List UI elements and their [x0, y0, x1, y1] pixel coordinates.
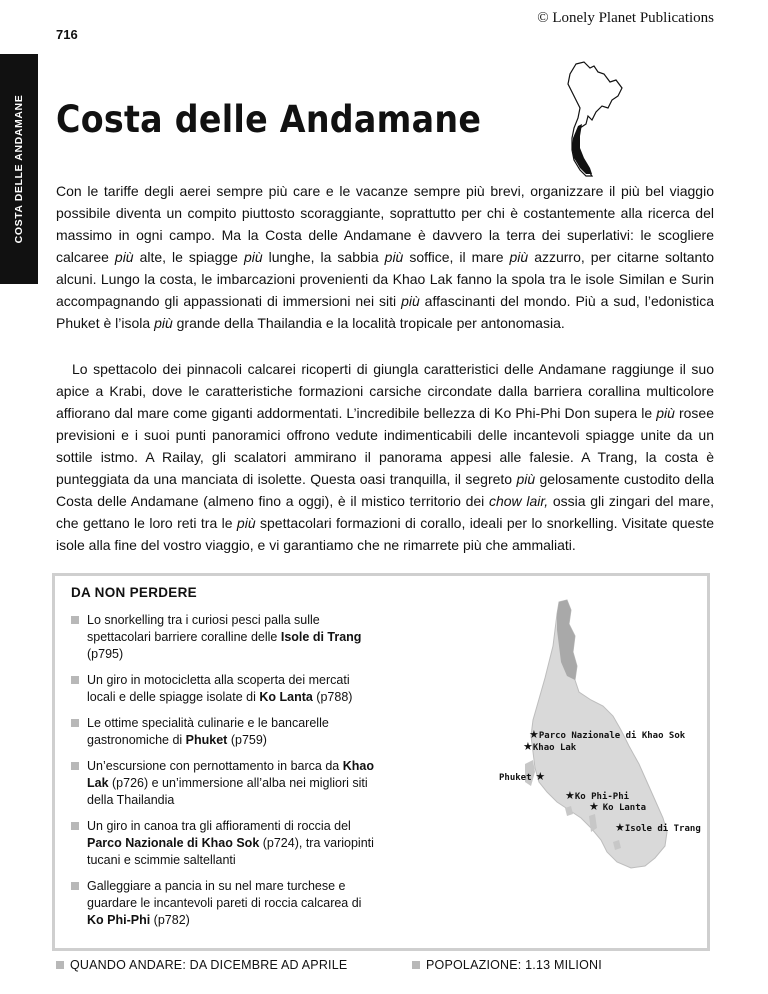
highlight-place: Khao Lak: [87, 759, 374, 790]
highlight-item: [71, 758, 381, 809]
highlight-text: Un’escursione con pernottamento in barca da: [87, 759, 343, 773]
map-label-khao-sok: [529, 730, 685, 741]
star-icon: ★: [589, 800, 603, 813]
emphasis-run: più: [384, 249, 404, 265]
star-icon: ★: [523, 740, 533, 753]
highlight-place: Phuket: [185, 733, 228, 747]
text-run: soffice, il mare: [403, 249, 510, 265]
emphasis-run: più: [243, 249, 263, 265]
text-run: rosee previsioni e i suoi punti panoramici offrono vedute indimenticabili delle incantevoli spiagge unite da un sottile istmo. A Railay, gli scalatori ammirano il panorama appesi alle falesie. A Trang, la costa è punteggiata da una manciata di isolette. Questa oasi tranquilla, il segreto: [56, 405, 714, 487]
emphasis-run: più: [236, 515, 256, 531]
text-run: lunghe, la sabbia: [262, 249, 385, 265]
highlight-page-ref: (p795): [87, 647, 124, 661]
highlight-page-ref: (p788): [312, 690, 353, 704]
thailand-locator-map: [558, 60, 630, 180]
map-label-khao-lak: [523, 742, 576, 753]
map-label-lanta: [589, 802, 646, 813]
chapter-side-tab: [0, 54, 38, 284]
map-label-phuket-text: Phuket: [499, 773, 532, 783]
map-label-trang-text: Isole di Trang: [624, 824, 701, 834]
highlight-text: Un giro in motocicletta alla scoperta dei mercati locali e delle spiagge isolate di: [87, 673, 350, 704]
highlight-place: Ko Phi-Phi: [87, 913, 151, 927]
coast-map-shape: [441, 596, 671, 886]
intro-paragraph-1: [56, 180, 714, 334]
text-run: grande della Thailandia e la località tropicale per antonomasia.: [172, 315, 565, 331]
footer-population: POPOLAZIONE: 1.13 MILIONI: [412, 958, 602, 972]
emphasis-run: più: [509, 249, 529, 265]
highlight-text: Le ottime specialità culinarie e le bancarelle gastronomiche di: [87, 716, 329, 747]
highlight-page-ref: (p782): [150, 913, 190, 927]
star-icon: ★: [529, 728, 539, 741]
star-icon: ★: [615, 821, 625, 834]
emphasis-run: più: [656, 405, 675, 421]
chapter-side-tab-label: COSTA DELLE ANDAMANE: [13, 94, 25, 244]
emphasis-run: più: [114, 249, 134, 265]
highlight-page-ref: (p759): [227, 733, 267, 747]
star-icon: ★: [565, 789, 575, 802]
map-label-phi-phi-text: Ko Phi-Phi: [574, 792, 630, 802]
intro-paragraph-2: [56, 358, 714, 556]
star-icon: ★: [531, 770, 546, 783]
text-run: gelosamente custodito della Costa delle Andamane (almeno fino a oggi), è il mistico territorio dei: [56, 471, 714, 509]
highlight-place: Isole di Trang: [280, 630, 362, 644]
map-label-khao-lak-text: Khao Lak: [532, 743, 577, 753]
text-run: azzurro, per citarne soltanto alcuni. Lungo la costa, le imbarcazioni provenienti da Khao Lak fanno la spola tra le isole Similan e Surin accompagnando gli appassionati di immersioni nei siti: [56, 249, 715, 309]
highlight-item: [71, 612, 381, 663]
chapter-title: Costa delle Andamane: [56, 98, 482, 141]
map-label-lanta-text: Ko Lanta: [602, 803, 647, 813]
highlight-text: Un giro in canoa tra gli affioramenti di roccia del: [87, 819, 351, 833]
highlight-item: [71, 715, 381, 749]
text-run: spettacolari formazioni di corallo, ideali per lo snorkelling. Visitate queste isole alla fine del vostro viaggio, e vi garantiamo che ne rimarrete più che ammaliati.: [56, 515, 715, 553]
publisher-credit: © Lonely Planet Publications: [537, 10, 714, 26]
highlight-place: Ko Lanta: [259, 690, 313, 704]
emphasis-run: più: [154, 315, 173, 331]
text-run: alte, le spiagge: [133, 249, 244, 265]
map-label-phuket: [499, 772, 545, 783]
page-number: 716: [56, 27, 78, 42]
text-run: affascinanti del mondo. Più a sud, l’edonistica Phuket è l’isola: [56, 293, 714, 331]
highlight-item: [71, 878, 381, 929]
andaman-coast-map: [441, 596, 701, 886]
emphasis-run: più: [401, 293, 420, 309]
highlight-item: [71, 818, 381, 869]
highlights-heading: DA NON PERDERE: [71, 585, 197, 600]
emphasis-run: più: [516, 471, 536, 487]
map-label-trang: [615, 823, 701, 834]
text-run: ossia gli zingari del mare, che gettano le loro reti tra le: [56, 493, 715, 531]
text-run: Con le tariffe degli aerei sempre più care e le vacanze sempre più brevi, organizzare il più bel viaggio possibile diventa un compito piuttosto scoraggiante, soprattutto per chi è costantemente alla ricerca del massimo in ogni campo. Ma la Costa delle Andamane è davvero la terra dei superlativi: le scogliere calcaree: [56, 183, 714, 265]
emphasis-run: chow lair,: [488, 493, 549, 509]
highlight-text: Galleggiare a pancia in su nel mare turchese e guardare le incantevoli pareti di roccia calcarea di: [87, 879, 362, 910]
text-run: Lo spettacolo dei pinnacoli calcarei ricoperti di giungla caratteristici delle Andamane raggiunge il suo apice a Krabi, dove le caratteristiche formazioni carsiche circondate dalla barriera corallina multicolore affiorano dal mare come giganti addormentati. L’incredibile bellezza di Ko Phi-Phi Don supera le: [56, 361, 714, 421]
highlight-item: [71, 672, 381, 706]
highlights-box: [52, 573, 710, 951]
footer-when-to-go: QUANDO ANDARE: DA DICEMBRE AD APRILE: [56, 958, 347, 972]
highlights-list: [71, 612, 381, 938]
highlight-page-ref: (p724), tra variopinti tucani e scimmie saltellanti: [87, 836, 374, 867]
highlight-page-ref: (p726) e un’immersione all’alba nei migliori siti della Thailandia: [87, 776, 368, 807]
highlight-place: Parco Nazionale di Khao Sok: [87, 836, 260, 850]
highlight-text: Lo snorkelling tra i curiosi pesci palla sulle spettacolari barriere coralline delle: [87, 613, 320, 644]
map-label-khao-sok-text: Parco Nazionale di Khao Sok: [538, 731, 686, 741]
